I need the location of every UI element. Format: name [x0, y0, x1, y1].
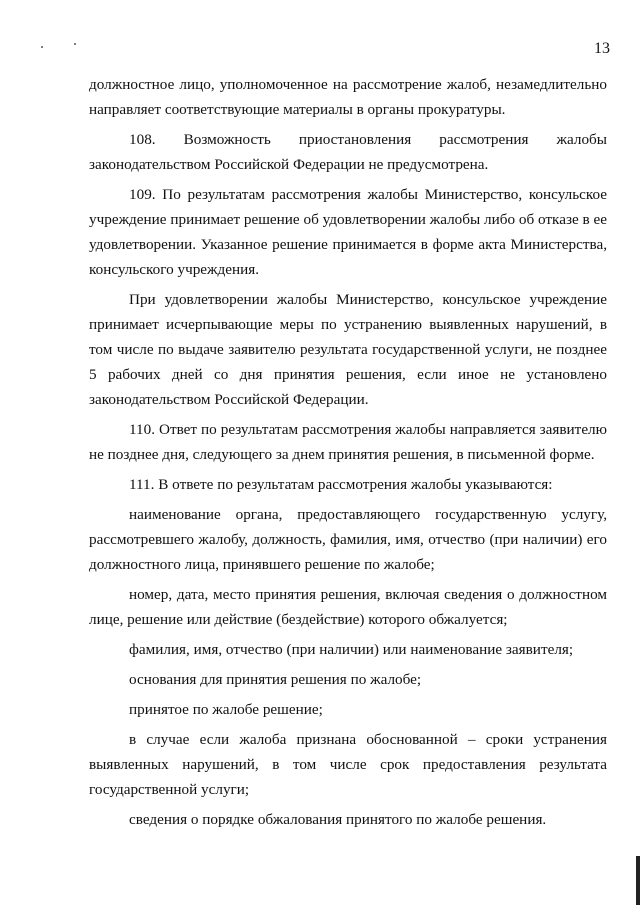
list-item-decision: принятое по жалобе решение;	[129, 701, 323, 718]
paragraph-109: 109. По результатам рассмотрения жалобы Министерство, консульское учреждение принимает решение об удовлетворении жалобы либо об отказе в ее удовлетворении. Указанное решение принимается в форме акта Министерства, консульского учреждения.	[89, 186, 607, 278]
document-body	[89, 72, 607, 832]
scan-edge-mark	[636, 856, 640, 905]
paragraph-continuation: должностное лицо, уполномоченное на рассмотрение жалоб, незамедлительно направляет соответствующие материалы в органы прокуратуры.	[89, 76, 607, 118]
paragraph-110: 110. Ответ по результатам рассмотрения жалобы направляется заявителю не позднее дня, следующего за днем принятия решения, в письменной форме.	[89, 421, 607, 463]
list-item-decision-details: номер, дата, место принятия решения, включая сведения о должностном лице, решение или действие (бездействие) которого обжалуется;	[89, 586, 607, 628]
scan-speck	[41, 46, 43, 48]
page-number: 13	[594, 40, 610, 57]
paragraph-108: 108. Возможность приостановления рассмотрения жалобы законодательством Российской Федерации не предусмотрена.	[89, 131, 607, 173]
list-item-remedy-deadlines: в случае если жалоба признана обоснованной – сроки устранения выявленных нарушений, в том числе срок предоставления результата государственной услуги;	[89, 731, 607, 798]
scan-speck	[74, 43, 76, 45]
list-item-grounds: основания для принятия решения по жалобе;	[129, 671, 422, 688]
list-item-authority: наименование органа, предоставляющего государственную услугу, рассмотревшего жалобу, должность, фамилия, имя, отчество (при наличии) его должностного лица, принявшего решение по жалобе;	[89, 506, 607, 573]
list-item-appeal-procedure: сведения о порядке обжалования принятого по жалобе решения.	[129, 811, 547, 828]
list-item-applicant-name: фамилия, имя, отчество (при наличии) или наименование заявителя;	[129, 641, 574, 658]
paragraph-111: 111. В ответе по результатам рассмотрения жалобы указываются:	[129, 476, 553, 493]
paragraph-109-satisfaction: При удовлетворении жалобы Министерство, консульское учреждение принимает исчерпывающие меры по устранению выявленных нарушений, в том числе по выдаче заявителю результата государственной услуги, не позднее 5 рабочих дней со дня принятия решения, если иное не установлено законодательством Российской Федерации.	[89, 291, 607, 408]
